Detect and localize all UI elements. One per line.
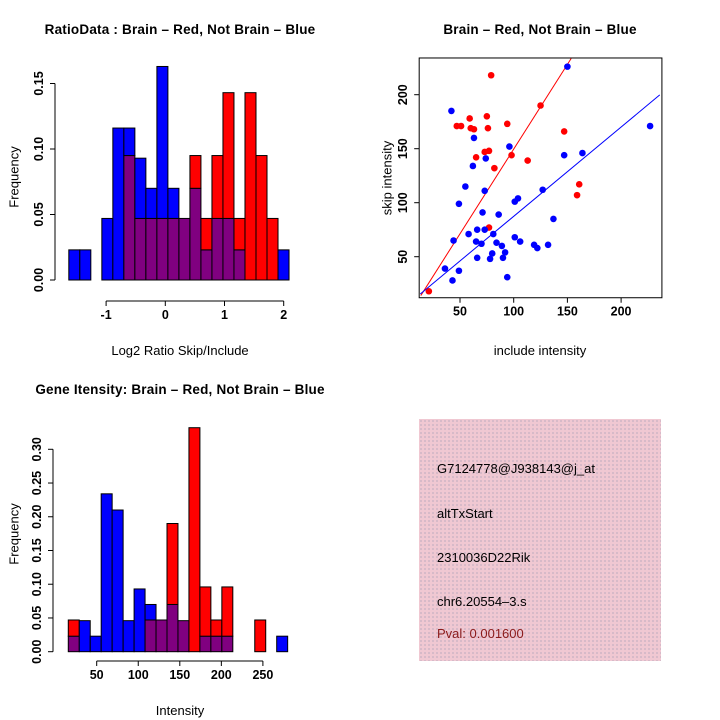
intensity-scatter-plot: [360, 0, 720, 360]
ratio-histogram-title: RatioData : Brain – Red, Not Brain – Blue: [44, 22, 316, 37]
panel-ratio-histogram: [0, 0, 360, 360]
svg-text:0.15: 0.15: [32, 71, 46, 96]
gene-histogram-ylabel: Frequency: [6, 503, 22, 565]
svg-text:100: 100: [127, 668, 149, 682]
ratio-histogram-ylabel: Frequency: [6, 146, 22, 208]
panel-info-box: [360, 360, 720, 720]
panel-intensity-scatter: [360, 0, 720, 360]
svg-text:0: 0: [161, 308, 169, 322]
svg-text:1: 1: [221, 308, 228, 322]
gene-histogram-xlabel: Intensity: [155, 703, 205, 718]
svg-text:0.05: 0.05: [30, 605, 44, 631]
svg-text:0.25: 0.25: [30, 470, 44, 496]
gene-histogram-title: Gene Itensity: Brain – Red, Not Brain – Blue: [35, 382, 325, 397]
svg-text:50: 50: [89, 668, 104, 682]
info-box: [419, 419, 661, 661]
svg-text:0.10: 0.10: [30, 572, 44, 597]
scatter-xlabel: include intensity: [493, 343, 587, 358]
svg-text:0.10: 0.10: [32, 136, 46, 162]
svg-text:100: 100: [396, 192, 411, 214]
panel-gene-intensity-histogram: [0, 360, 360, 720]
svg-text:150: 150: [556, 304, 578, 319]
svg-text:200: 200: [210, 668, 232, 682]
svg-text:50: 50: [396, 249, 411, 264]
svg-text:50: 50: [453, 304, 467, 319]
svg-text:0.30: 0.30: [30, 437, 44, 462]
svg-text:0.05: 0.05: [32, 202, 46, 227]
event-type-text: altTxStart: [437, 506, 493, 521]
svg-text:100: 100: [503, 304, 525, 319]
svg-text:250: 250: [252, 668, 274, 682]
svg-text:150: 150: [396, 138, 411, 160]
svg-text:0.15: 0.15: [30, 538, 44, 563]
scatter-title: Brain – Red, Not Brain – Blue: [443, 22, 637, 37]
svg-text:2: 2: [280, 308, 288, 322]
ratio-histogram-plot: [0, 0, 360, 360]
gene-symbol-text: 2310036D22Rik: [437, 550, 531, 565]
svg-text:-1: -1: [100, 308, 112, 322]
gene-histogram-plot: [0, 360, 360, 720]
svg-text:0.00: 0.00: [30, 639, 44, 664]
scatter-ylabel: skip intensity: [379, 140, 395, 216]
ratio-histogram-xlabel: Log2 Ratio Skip/Include: [111, 343, 249, 358]
svg-text:200: 200: [610, 304, 632, 319]
svg-text:200: 200: [396, 84, 411, 106]
pval-text: Pval: 0.001600: [437, 626, 524, 641]
svg-text:0.20: 0.20: [30, 504, 44, 529]
probe-id-text: G7124778@J938143@j_at: [437, 461, 595, 476]
probe-location-text: chr6.20554–3.s: [437, 594, 527, 609]
svg-text:150: 150: [169, 668, 191, 682]
svg-text:0.00: 0.00: [32, 267, 46, 293]
